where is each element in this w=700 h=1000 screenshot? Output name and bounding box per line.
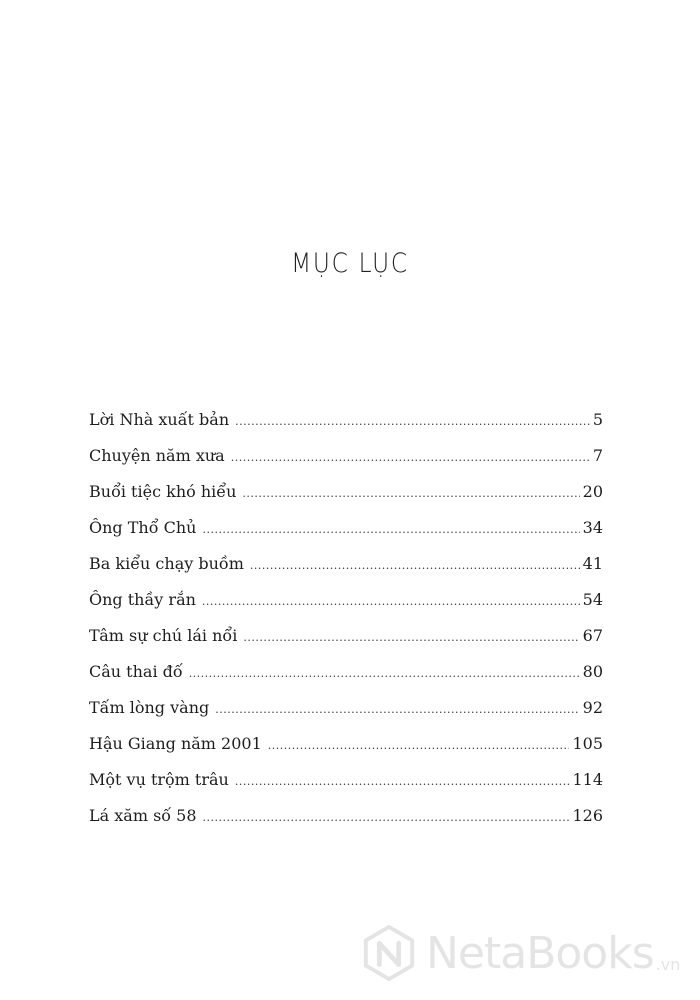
toc-entry-page-number: 92 (582, 698, 603, 717)
toc-entry-title: Chuyện năm xưa (89, 446, 225, 465)
toc-dot-leader (231, 440, 590, 476)
toc-entry (89, 474, 603, 510)
toc-entry (89, 798, 603, 834)
toc-entry (89, 510, 603, 546)
toc-entry (89, 726, 603, 762)
toc-entry-title: Ông thầy rắn (89, 590, 196, 609)
toc-dot-leader (203, 800, 570, 836)
toc-dot-leader (215, 692, 579, 728)
toc-entry (89, 762, 603, 798)
toc-entry (89, 546, 603, 582)
toc-entry (89, 582, 603, 618)
watermark (360, 918, 680, 988)
toc-entry-page-number: 41 (582, 554, 603, 573)
toc-entry-page-number: 20 (582, 482, 603, 501)
toc-dot-leader (235, 404, 590, 440)
toc-entry-title: Tâm sự chú lái nổi (89, 626, 238, 645)
toc-entry (89, 438, 603, 474)
toc-entry-title: Câu thai đố (89, 662, 183, 681)
toc-entry-title: Ông Thổ Chủ (89, 518, 197, 537)
toc-dot-leader (235, 764, 570, 800)
toc-dot-leader (202, 584, 580, 620)
toc-dot-leader (202, 512, 579, 548)
toc-entry (89, 654, 603, 690)
toc-entry-page-number: 80 (582, 662, 603, 681)
watermark-suffix: .vn (655, 955, 681, 974)
watermark-brand: NetaBooks (426, 927, 654, 979)
toc-entry-page-number: 5 (592, 410, 603, 429)
toc-entry-title: Một vụ trộm trâu (89, 770, 229, 789)
toc-entry-title: Ba kiểu chạy buồm (89, 554, 244, 573)
toc-entry-page-number: 7 (592, 446, 603, 465)
toc-entry (89, 618, 603, 654)
toc-entry-page-number: 114 (572, 770, 603, 789)
toc-entry-title: Lá xăm số 58 (89, 806, 197, 825)
toc-dot-leader (243, 620, 579, 656)
toc-entry-page-number: 105 (572, 734, 603, 753)
toc-entry (89, 690, 603, 726)
toc-entry (89, 402, 603, 438)
toc-dot-leader (268, 728, 570, 764)
toc-entry-title: Lời Nhà xuất bản (89, 410, 230, 429)
toc-entry-page-number: 34 (582, 518, 603, 537)
toc-entry-page-number: 67 (582, 626, 603, 645)
toc-entry-title: Buổi tiệc khó hiểu (89, 482, 237, 501)
toc-entry-page-number: 126 (572, 806, 603, 825)
toc-entry-title: Tấm lòng vàng (89, 698, 210, 717)
toc-entry-title: Hậu Giang năm 2001 (89, 734, 262, 753)
page-title: MỤC LỤC (291, 248, 409, 279)
toc-dot-leader (189, 656, 580, 692)
toc-entry-page-number: 54 (582, 590, 603, 609)
toc-dot-leader (250, 548, 580, 584)
netabooks-logo-icon (360, 924, 418, 982)
toc-dot-leader (242, 476, 579, 512)
table-of-contents (89, 402, 603, 834)
